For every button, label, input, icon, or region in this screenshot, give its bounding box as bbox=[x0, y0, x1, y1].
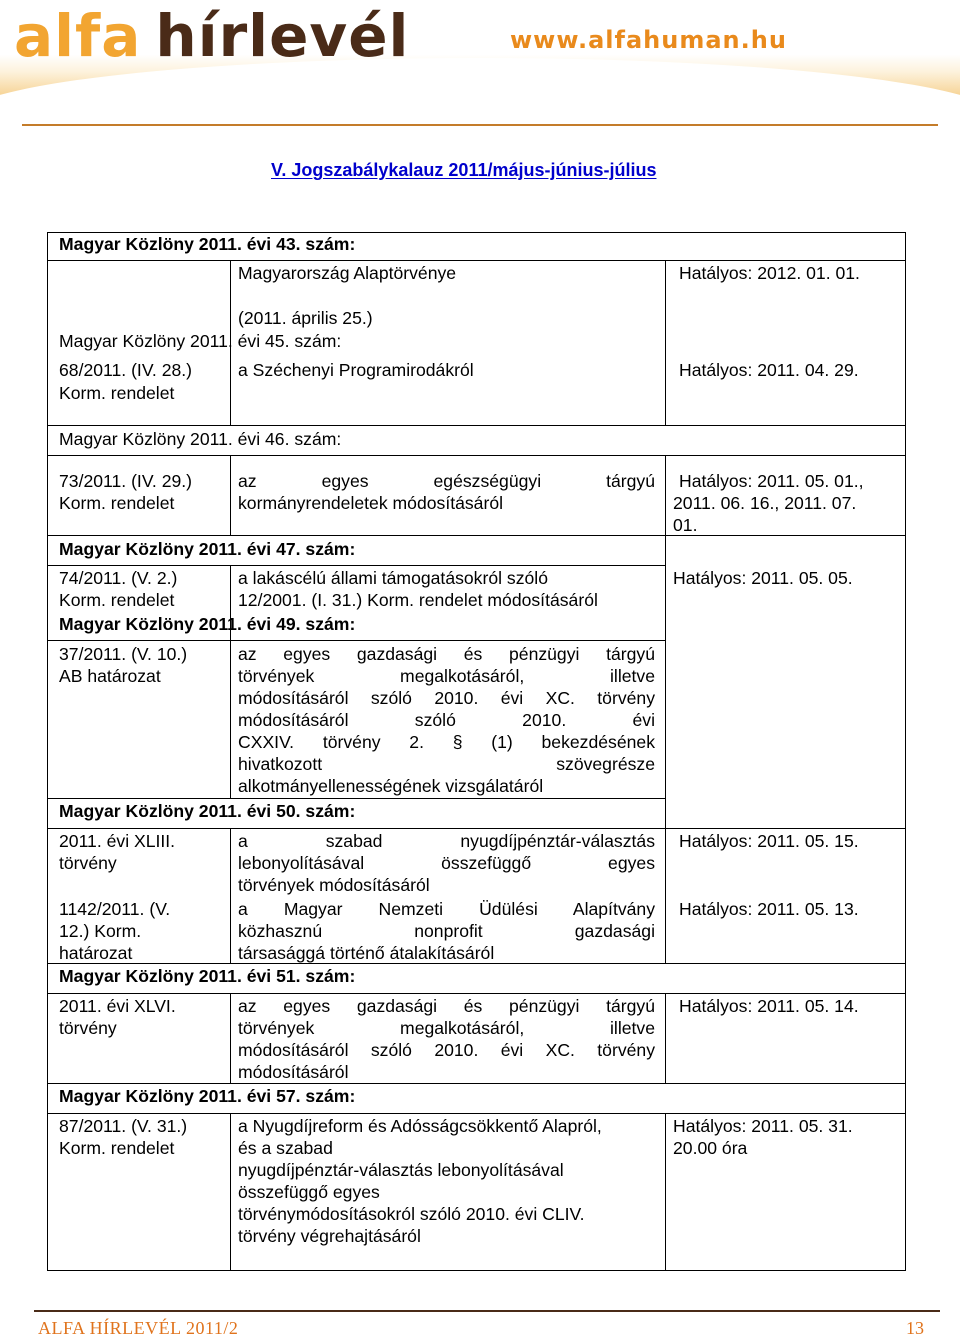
entry-subject: és a szabad bbox=[238, 1138, 333, 1158]
entry-reference: Korm. rendelet bbox=[59, 493, 175, 513]
row-divider bbox=[48, 828, 905, 829]
entry-subject-word: az bbox=[238, 471, 257, 491]
entry-subject: a lakáscélú állami támogatásokról szóló bbox=[238, 568, 548, 588]
column-divider bbox=[665, 260, 666, 330]
entry-subject-justified bbox=[238, 898, 655, 964]
entry-subject-justified bbox=[238, 643, 655, 797]
entry-subject: törvény végrehajtásáról bbox=[238, 1226, 421, 1246]
column-divider bbox=[230, 260, 231, 330]
column-divider bbox=[230, 828, 231, 963]
row-divider bbox=[48, 798, 665, 799]
entry-subject: összefüggő egyes bbox=[238, 1182, 380, 1202]
entry-effective-date: Hatályos: 2011. 05. 05. bbox=[673, 568, 853, 588]
row-divider bbox=[48, 260, 905, 261]
entry-subject: törvénymódosításokról szóló 2010. évi CLIV. bbox=[238, 1204, 585, 1224]
column-divider bbox=[665, 828, 666, 963]
entry-effective-date: Hatályos: 2011. 05. 14. bbox=[679, 996, 859, 1016]
entry-subject-line: az egyes gazdasági és pénzügyi tárgyú bbox=[238, 644, 655, 664]
entry-subject-line: törvények módosításáról bbox=[238, 875, 430, 895]
entry-subject-line: módosításáról szóló 2010. évi bbox=[238, 710, 655, 730]
entry-subject-line: módosításáról bbox=[238, 1062, 349, 1082]
document-title: V. Jogszabálykalauz 2011/május-június-július bbox=[271, 160, 657, 180]
row-divider bbox=[48, 640, 665, 641]
entry-subject-line: törvények megalkotásáról, illetve bbox=[238, 666, 655, 686]
entry-subject-line: lebonyolításával összefüggő egyes bbox=[238, 853, 655, 873]
section-heading: Magyar Közlöny 2011. évi 49. szám: bbox=[59, 614, 356, 634]
footer-publication: ALFA HÍRLEVÉL 2011/2 bbox=[38, 1318, 239, 1338]
entry-subject: Magyarország Alaptörvénye bbox=[238, 263, 457, 283]
entry-reference: AB határozat bbox=[59, 666, 161, 686]
logo-alfa-text: alfa bbox=[14, 2, 142, 70]
section-heading: Magyar Közlöny 2011. évi 47. szám: bbox=[59, 539, 356, 559]
entry-reference: 87/2011. (V. 31.) bbox=[59, 1116, 188, 1136]
row-divider bbox=[48, 425, 905, 426]
entry-subject-line: társasággá történő átalakításáról bbox=[238, 943, 495, 963]
column-divider bbox=[665, 330, 666, 425]
entry-effective-date: Hatályos: 2012. 01. 01. bbox=[679, 263, 860, 283]
entry-subject-line: az egyes gazdasági és pénzügyi tárgyú bbox=[238, 996, 655, 1016]
row-divider bbox=[48, 535, 905, 536]
entry-effective-date: Hatályos: 2011. 05. 15. bbox=[679, 831, 859, 851]
entry-subject-line: törvények megalkotásáról, illetve bbox=[238, 1018, 655, 1038]
row-divider bbox=[48, 1083, 905, 1084]
section-heading: Magyar Közlöny 2011. évi 51. szám: bbox=[59, 966, 356, 986]
entry-subject-line: a szabad nyugdíjpénztár-választás bbox=[238, 831, 655, 851]
entry-effective-date: 01. bbox=[673, 515, 698, 535]
entry-subject-line: közhasznú nonprofit gazdasági bbox=[238, 921, 655, 941]
page-number: 13 bbox=[906, 1318, 924, 1338]
entry-subject-justified bbox=[238, 830, 655, 896]
row-divider bbox=[48, 993, 905, 994]
footer-divider bbox=[34, 1310, 940, 1312]
column-divider bbox=[230, 1113, 231, 1270]
column-divider bbox=[230, 640, 231, 798]
entry-subject-line: hivatkozott szövegrésze bbox=[238, 754, 655, 774]
logo-hirlevel-text: hírlevél bbox=[155, 2, 410, 70]
row-divider bbox=[48, 1113, 905, 1114]
entry-reference: 2011. évi XLIII. bbox=[59, 831, 176, 851]
entry-reference: 73/2011. (IV. 29.) bbox=[59, 471, 193, 491]
entry-effective-date: Hatályos: 2011. 04. 29. bbox=[679, 360, 859, 380]
entry-subject-word: egészségügyi bbox=[433, 471, 542, 491]
row-divider bbox=[48, 565, 665, 566]
entry-subject-word: tárgyú bbox=[606, 471, 655, 491]
entry-subject-line: módosításáról szóló 2010. évi XC. törvény bbox=[238, 1040, 655, 1060]
legislation-table bbox=[47, 232, 906, 1271]
entry-reference: 74/2011. (V. 2.) bbox=[59, 568, 178, 588]
entry-subject-line: módosításáról szóló 2010. évi XC. törvény bbox=[238, 688, 655, 708]
entry-subject: a Széchenyi Programirodákról bbox=[238, 360, 474, 380]
entry-reference: 1142/2011. (V. bbox=[59, 899, 171, 919]
column-divider bbox=[230, 455, 231, 535]
entry-subject: a Nyugdíjreform és Adósságcsökkentő Alapról, bbox=[238, 1116, 602, 1136]
entry-effective-date: 20.00 óra bbox=[673, 1138, 748, 1158]
header-banner bbox=[0, 0, 960, 124]
entry-reference: határozat bbox=[59, 943, 133, 963]
column-divider bbox=[665, 993, 666, 1083]
website-url[interactable]: www.alfahuman.hu bbox=[510, 26, 787, 54]
column-divider bbox=[230, 993, 231, 1083]
entry-effective-date: 2011. 06. 16., 2011. 07. bbox=[673, 493, 857, 513]
entry-reference: 2011. évi XLVI. bbox=[59, 996, 176, 1016]
entry-subject: kormányrendeletek módosításáról bbox=[238, 493, 504, 513]
entry-effective-date: Hatályos: 2011. 05. 13. bbox=[679, 899, 859, 919]
column-divider bbox=[665, 1113, 666, 1270]
alfa-hirlevel-logo bbox=[14, 2, 409, 70]
column-divider bbox=[665, 455, 666, 828]
row-divider bbox=[48, 455, 905, 456]
section-heading: Magyar Közlöny 2011. évi 46. szám: bbox=[59, 429, 342, 449]
entry-reference: 37/2011. (V. 10.) bbox=[59, 644, 188, 664]
entry-effective-date: Hatályos: 2011. 05. 01., bbox=[679, 471, 864, 491]
entry-subject-line: alkotmányellenességének vizsgálatáról bbox=[238, 776, 544, 796]
entry-reference: törvény bbox=[59, 853, 117, 873]
section-heading: Magyar Közlöny 2011. évi 57. szám: bbox=[59, 1086, 356, 1106]
entry-subject: 12/2001. (I. 31.) Korm. rendelet módosításáról bbox=[238, 590, 598, 610]
entry-subject-line: a Magyar Nemzeti Üdülési Alapítvány bbox=[238, 899, 655, 919]
entry-reference: Korm. rendelet bbox=[59, 1138, 175, 1158]
entry-subject-word: egyes bbox=[321, 471, 369, 491]
section-heading: Magyar Közlöny 2011. évi 45. szám: bbox=[59, 331, 342, 351]
header-divider bbox=[22, 124, 938, 126]
entry-reference: 68/2011. (IV. 28.) bbox=[59, 360, 193, 380]
entry-subject: (2011. április 25.) bbox=[238, 308, 373, 328]
entry-subject-line: CXXIV. törvény 2. § (1) bekezdésének bbox=[238, 732, 655, 752]
section-heading: Magyar Közlöny 2011. évi 50. szám: bbox=[59, 801, 356, 821]
entry-reference: 12.) Korm. bbox=[59, 921, 142, 941]
entry-subject-justified bbox=[238, 995, 655, 1083]
entry-subject: nyugdíjpénztár-választás lebonyolításával bbox=[238, 1160, 564, 1180]
entry-subject-justified bbox=[238, 470, 655, 492]
section-heading: Magyar Közlöny 2011. évi 43. szám: bbox=[59, 234, 356, 254]
entry-reference: Korm. rendelet bbox=[59, 590, 175, 610]
entry-reference: Korm. rendelet bbox=[59, 383, 175, 403]
entry-reference: törvény bbox=[59, 1018, 117, 1038]
entry-effective-date: Hatályos: 2011. 05. 31. bbox=[673, 1116, 853, 1136]
